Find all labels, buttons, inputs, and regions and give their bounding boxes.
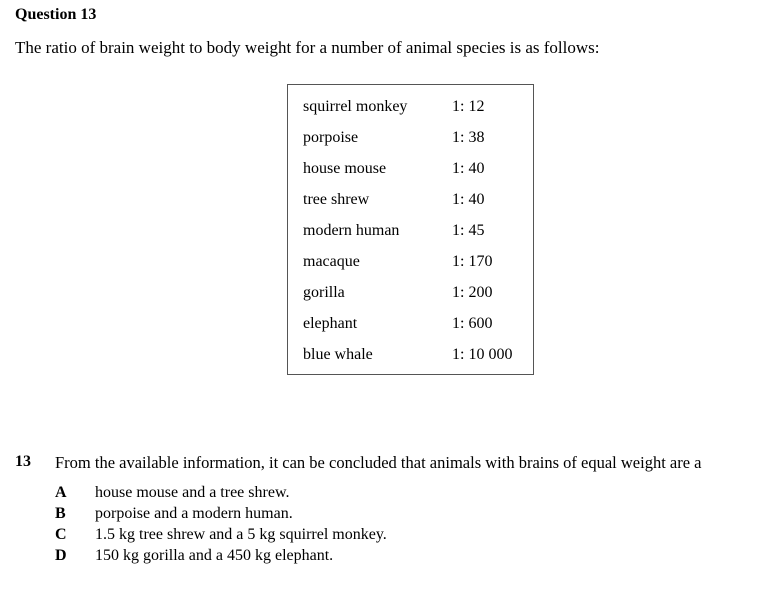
option-text: porpoise and a modern human.: [95, 505, 293, 522]
option-letter: B: [55, 505, 66, 522]
ratio-value: 1: 40: [452, 160, 485, 177]
ratio-table: [287, 84, 534, 375]
ratio-value: 1: 200: [452, 284, 493, 301]
option-letter: D: [55, 547, 67, 564]
ratio-value: 1: 38: [452, 129, 485, 146]
option-text: 1.5 kg tree shrew and a 5 kg squirrel monkey.: [95, 526, 387, 543]
ratio-row: [288, 346, 533, 366]
animal-name: blue whale: [303, 346, 373, 363]
ratio-row: [288, 284, 533, 304]
ratio-value: 1: 600: [452, 315, 493, 332]
animal-name: macaque: [303, 253, 360, 270]
ratio-row: [288, 222, 533, 242]
option-text: house mouse and a tree shrew.: [95, 484, 290, 501]
animal-name: gorilla: [303, 284, 345, 301]
animal-name: tree shrew: [303, 191, 370, 208]
option-letter: C: [55, 526, 67, 543]
ratio-value: 1: 40: [452, 191, 485, 208]
intro-text: The ratio of brain weight to body weight for a number of animal species is as follows:: [15, 38, 600, 57]
ratio-row: [288, 191, 533, 211]
ratio-row: [288, 160, 533, 180]
ratio-row: [288, 129, 533, 149]
animal-name: modern human: [303, 222, 400, 239]
animal-name: squirrel monkey: [303, 98, 408, 115]
animal-name: house mouse: [303, 160, 387, 177]
option-letter: A: [55, 484, 67, 501]
option-text: 150 kg gorilla and a 450 kg elephant.: [95, 547, 334, 564]
question-number: 13: [15, 453, 31, 470]
ratio-value: 1: 12: [452, 98, 485, 115]
ratio-value: 1: 45: [452, 222, 485, 239]
ratio-value: 1: 10 000: [452, 346, 513, 363]
animal-name: elephant: [303, 315, 358, 332]
ratio-row: [288, 253, 533, 273]
question-heading: Question 13: [15, 6, 97, 23]
ratio-value: 1: 170: [452, 253, 493, 270]
ratio-row: [288, 98, 533, 118]
question-stem: From the available information, it can be concluded that animals with brains of equal weight are a: [55, 453, 702, 472]
ratio-row: [288, 315, 533, 335]
animal-name: porpoise: [303, 129, 359, 146]
